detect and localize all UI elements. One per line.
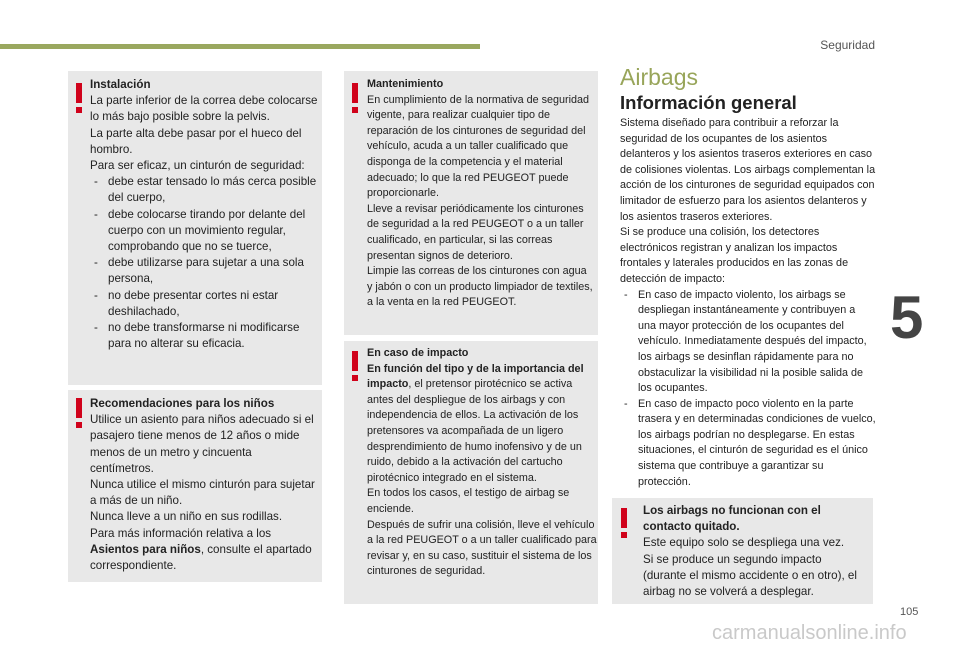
paragraph: [367, 362, 597, 487]
impact-lead-bold: En función del tipo y de la importancia del impacto: [367, 362, 584, 391]
maintenance-box: [344, 71, 598, 335]
page-number: 105: [900, 606, 919, 618]
warning-icon: [352, 351, 358, 381]
list-item: - no debe transformarse ni modificarse para no alterar su eficacia.: [90, 320, 318, 352]
children-box: [68, 390, 322, 582]
warning-icon: [76, 83, 82, 113]
children-title: Recomendaciones para los niños: [90, 397, 275, 410]
list-item: - debe colocarse tirando por delante del cuerpo con un movimiento regular, comprobando que no se tuerce,: [90, 207, 318, 256]
installation-text: [90, 77, 318, 352]
general-info-title: Información general: [620, 92, 797, 113]
installation-title: Instalación: [90, 78, 151, 91]
airbags-warning-box: [612, 498, 873, 604]
list-item: - En caso de impacto poco violento en la parte trasera y en determinadas condiciones de vuelco, los airbags podrían no desplegarse. En estas situaciones, el cinturón de seguridad es el único sistema que contribuye a garantizar su protección.: [620, 397, 876, 491]
paragraph: Nunca lleve a un niño en sus rodillas.: [90, 510, 283, 524]
installation-box: [68, 71, 322, 385]
text-run: Para más información relativa a los: [90, 526, 272, 540]
text-run: , consulte el apartado correspondiente.: [90, 542, 312, 573]
paragraph: Limpie las correas de los cinturones con agua y jabón o con un producto limpiador de textiles, a la venta en la red PEUGEOT.: [367, 265, 593, 309]
paragraph: La parte inferior de la correa debe colocarse lo más bajo posible sobre la pelvis.: [90, 94, 318, 124]
child-seats-link-text: Asientos para niños: [90, 542, 201, 556]
watermark: carmanualsonline.info: [712, 622, 907, 644]
chapter-number: 5: [890, 284, 924, 351]
paragraph: Si se produce un segundo impacto (durante el mismo accidente o en otro), el airbag no se volverá a desplegar.: [643, 552, 857, 599]
paragraph: Después de sufrir una colisión, lleve el vehículo a la red PEUGEOT o a un taller cualificado para revisar y, en su caso, sustituir el sistema de los cinturones de seguridad.: [367, 518, 597, 578]
maintenance-text: [367, 77, 595, 311]
airbags-body-text: [620, 116, 876, 490]
warning-icon: [352, 83, 358, 113]
paragraph: En todos los casos, el testigo de airbag se enciende.: [367, 487, 570, 515]
list-item: - debe estar tensado lo más cerca posible del cuerpo,: [90, 174, 318, 206]
paragraph: Este equipo solo se despliega una vez.: [643, 536, 845, 550]
impact-text: [367, 346, 597, 580]
paragraph: Utilice un asiento para niños adecuado si el pasajero tiene menos de 12 años o mide menos de un metro y cincuenta centímetros.: [90, 413, 314, 475]
warning-icon: [76, 398, 82, 428]
paragraph: La parte alta debe pasar por el hueco del hombro.: [90, 126, 302, 156]
airbags-warning-title: Los airbags no funcionan con el contacto quitado.: [643, 504, 821, 534]
section-label: Seguridad: [820, 38, 875, 52]
paragraph: Para ser eficaz, un cinturón de seguridad:: [90, 159, 305, 173]
list-item: - En caso de impacto violento, los airbags se despliegan instantáneamente y contribuyen a una mayor protección de los ocupantes del vehículo. Inmediatamente después del impacto, los airbags se desinflan rápidamente para no obstaculizar la visibilidad ni la posible salida de los ocupantes.: [620, 288, 876, 397]
list-item: - debe utilizarse para sujetar a una sola persona,: [90, 255, 318, 287]
paragraph: [90, 526, 318, 575]
maintenance-title: Mantenimiento: [367, 78, 444, 90]
impact-box: [344, 341, 598, 604]
paragraph: En cumplimiento de la normativa de seguridad vigente, para realizar cualquier tipo de reparación de los cinturones de seguridad del vehículo, acuda a un taller cualificado que disponga de la competencia y el material adecuado; lo que la red PEUGEOT puede proporcionarle.: [367, 93, 590, 200]
list-item: - no debe presentar cortes ni estar deshilachado,: [90, 288, 318, 320]
warning-icon: [621, 508, 627, 538]
paragraph: Lleve a revisar periódicamente los cinturones de seguridad a la red PEUGEOT o a un taller cualificado, en particular, si las correas presentan signos de deterioro.: [367, 202, 584, 262]
airbags-warning-text: [643, 503, 865, 600]
text-run: , el pretensor pirotécnico se activa antes del despliegue de los airbags y con independencia de ellos. La activación de los pretensores va acompañada de un ligero desprendimiento de humo inofensivo y de un ruido, debido a la activación del cartucho pirotécnico integrado en el sistema.: [367, 378, 582, 484]
paragraph: Sistema diseñado para contribuir a reforzar la seguridad de los ocupantes de los asientos delanteros y los asientos traseros exteriores en caso de colisiones violentas. Los airbags complementan la acción de los cinturones de seguridad equipados con limitador de esfuerzo para los asientos delanteros y los asientos traseros exteriores.: [620, 117, 876, 223]
airbags-title: Airbags: [620, 64, 698, 90]
header-accent-bar: [0, 44, 480, 49]
paragraph: Nunca utilice el mismo cinturón para sujetar a más de un niño.: [90, 478, 315, 508]
children-text: [90, 396, 318, 574]
impact-title: En caso de impacto: [367, 347, 469, 359]
paragraph: Si se produce una colisión, los detectores electrónicos registran y analizan los impactos frontales y laterales producidos en las zonas de detección de impacto:: [620, 226, 849, 285]
